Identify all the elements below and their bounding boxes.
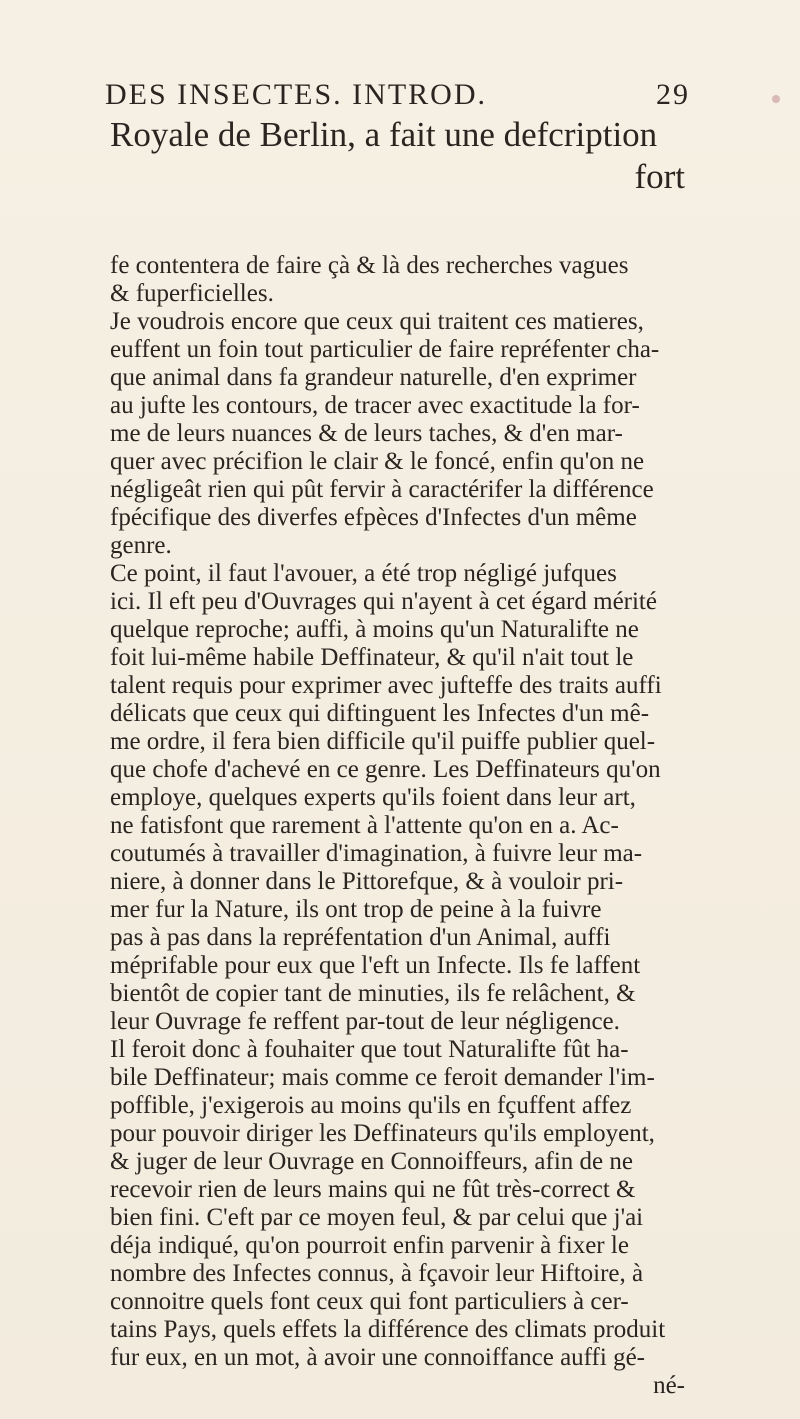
text-line: Royale de Berlin, a fait une defcription (110, 115, 658, 154)
text-line: quer avec précifion le clair & le foncé, enfin qu'on ne (110, 448, 645, 475)
running-title: DES INSECTES. INTROD. (105, 78, 488, 111)
ink-spot (772, 95, 780, 103)
text-line: me ordre, il fera bien difficile qu'il puiffe publier quel- (110, 728, 656, 755)
page-number: 29 (656, 78, 690, 111)
text-line: & juger de leur Ouvrage en Connoiffeurs, afin de ne (110, 1148, 633, 1175)
text-line: me de leurs nuances & de leurs taches, & d'en mar- (110, 420, 623, 447)
running-header (105, 78, 690, 112)
text-line: Je voudrois encore que ceux qui traitent ces matieres, (110, 308, 644, 335)
text-line: bile Deffinateur; mais comme ce feroit demander l'im- (110, 1064, 655, 1091)
text-line: quelque reproche; auffi, à moins qu'un Naturalifte ne (110, 616, 639, 643)
catchword-line: fort (634, 157, 685, 196)
text-line: délicats que ceux qui diftinguent les Infectes d'un mê- (110, 700, 650, 727)
text-line: niere, à donner dans le Pittorefque, & à vouloir pri- (110, 868, 624, 895)
catchword-line: né- (653, 1372, 685, 1399)
text-line: & fuperficielles. (110, 280, 274, 307)
text-line: recevoir rien de leurs mains qui ne fût très-correct & (110, 1176, 636, 1203)
text-line: poffible, j'exigerois au moins qu'ils en fçuffent affez (110, 1092, 632, 1119)
text-line: pas à pas dans la repréfentation d'un Animal, auffi (110, 924, 611, 951)
text-line: fur eux, en un mot, à avoir une connoiffance auffi gé- (110, 1344, 645, 1371)
text-line: foit lui-même habile Deffinateur, & qu'il n'ait tout le (110, 644, 634, 671)
text-line: bientôt de copier tant de minuties, ils fe relâchent, & (110, 980, 636, 1007)
text-line: coutumés à travailler d'imagination, à fuivre leur ma- (110, 840, 643, 867)
text-line: nombre des Infectes connus, à fçavoir leur Hiftoire, à (110, 1260, 644, 1287)
text-line: que animal dans fa grandeur naturelle, d'en exprimer (110, 364, 637, 391)
text-line: ici. Il eft peu d'Ouvrages qui n'ayent à cet égard mérité (110, 588, 657, 615)
text-line: ne fatisfont que rarement à l'attente qu'on en a. Ac- (110, 812, 619, 839)
text-line: euffent un foin tout particulier de faire repréfenter cha- (110, 336, 660, 363)
text-line: méprifable pour eux que l'eft un Infecte. Ils fe laffent (110, 952, 641, 979)
text-line: fpécifique des diverfes efpèces d'Infectes d'un même (110, 504, 637, 531)
text-line: mer fur la Nature, ils ont trop de peine à la fuivre (110, 896, 602, 923)
text-line: connoitre quels font ceux qui font particuliers à cer- (110, 1288, 629, 1315)
text-line: déja indiqué, qu'on pourroit enfin parvenir à fixer le (110, 1232, 629, 1259)
text-line: talent requis pour exprimer avec jufteffe des traits auffi (110, 672, 662, 699)
text-line: que chofe d'achevé en ce genre. Les Deffinateurs qu'on (110, 756, 661, 783)
text-line: leur Ouvrage fe reffent par-tout de leur négligence. (110, 1008, 620, 1035)
text-line: au jufte les contours, de tracer avec exactitude la for- (110, 392, 640, 419)
text-line: employe, quelques experts qu'ils foient dans leur art, (110, 784, 636, 811)
text-line: genre. (110, 532, 172, 559)
text-line: fe contentera de faire çà & là des recherches vagues (110, 252, 629, 279)
text-line: négligeât rien qui pût fervir à caractérifer la différence (110, 476, 654, 503)
text-line: tains Pays, quels effets la différence des climats produit (110, 1316, 666, 1343)
text-line: Il feroit donc à fouhaiter que tout Naturalifte fût ha- (110, 1036, 629, 1063)
text-line: pour pouvoir diriger les Deffinateurs qu'ils employent, (110, 1120, 655, 1147)
text-line: Ce point, il faut l'avouer, a été trop négligé jufques (110, 560, 617, 587)
text-line: bien fini. C'eft par ce moyen feul, & par celui que j'ai (110, 1204, 644, 1231)
